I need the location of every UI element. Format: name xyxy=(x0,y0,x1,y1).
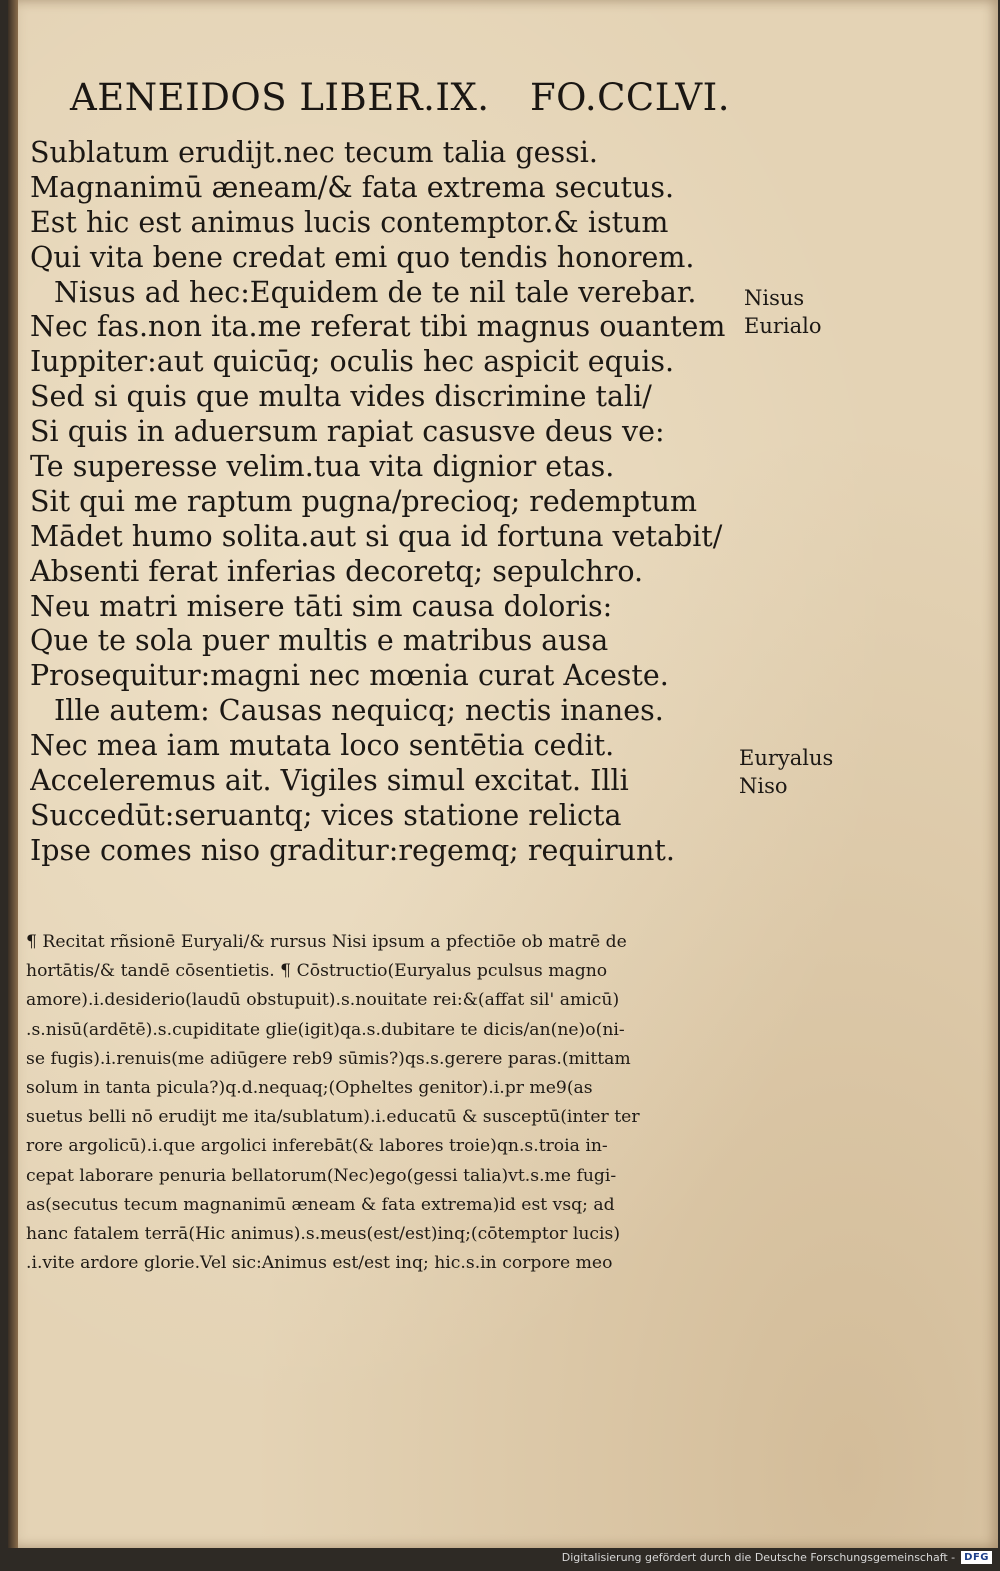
verse-line: Magnanimū æneam/& fata extrema secutus. xyxy=(30,170,675,204)
running-header xyxy=(70,76,730,128)
digitization-credit xyxy=(562,1548,992,1566)
verse-line: Sed si quis que multa vides discrimine tali/ xyxy=(30,380,652,414)
book-page xyxy=(8,0,998,1548)
verse-line: Ipse comes niso graditur:regemq; requirunt. xyxy=(30,833,675,867)
commentary-line: hanc fatalem terrā(Hic animus).s.meus(est/est)inq;(cōtemptor lucis) xyxy=(26,1223,621,1244)
marginal-line: Euryalus xyxy=(739,746,834,770)
commentary-line: .s.nisū(ardētē).s.cupiditate glie(igit)qa.s.dubitare te dicis/an(ne)o(ni- xyxy=(26,1019,625,1040)
verse-line: Nisus ad hec:Equidem de te nil tale verebar. xyxy=(54,275,697,309)
marginal-line: Nisus xyxy=(744,286,805,310)
verse-line: Qui vita bene credat emi quo tendis honorem. xyxy=(30,240,695,274)
commentary-line: hortātis/& tandē cōsentietis. ¶ Cōstructio(Euryalus pculsus magno xyxy=(26,961,608,982)
verse-line: Iuppiter:aut quicūq; oculis hec aspicit equis. xyxy=(30,345,675,379)
verse-line: Sit qui me raptum pugna/precioq; redemptum xyxy=(30,484,697,518)
verse-line: Si quis in aduersum rapiat casusve deus ve: xyxy=(30,415,665,449)
marginal-line: Eurialo xyxy=(744,314,822,338)
verse-line: Est hic est animus lucis contemptor.& istum xyxy=(30,205,669,239)
verse-line: Neu matri misere tāti sim causa doloris: xyxy=(30,589,613,623)
verse-line: Acceleremus ait. Vigiles simul excitat. Illi xyxy=(30,764,629,798)
commentary-line: solum in tanta picula?)q.d.nequaq;(Opheltes genitor).i.pr me9(as xyxy=(26,1077,593,1098)
verse-block xyxy=(30,136,730,869)
verse-line: Sublatum erudijt.nec tecum talia gessi. xyxy=(30,136,598,169)
verse-line: Ille autem: Causas nequicq; nectis inanes. xyxy=(54,694,664,728)
folio-number: FO.CCLVI. xyxy=(530,76,730,119)
verse-line: Absenti ferat inferias decoretq; sepulchro. xyxy=(30,554,644,588)
commentary-line: .i.vite ardore glorie.Vel sic:Animus est/est inq; hic.s.in corpore meo xyxy=(26,1253,613,1274)
page-spine-shadow xyxy=(8,0,18,1548)
marginal-line: Niso xyxy=(739,774,788,798)
commentary-line: se fugis).i.renuis(me adiūgere reb9 sūmis?)qs.s.gerere paras.(mittam xyxy=(26,1048,631,1069)
dfg-logo-icon[interactable]: DFG xyxy=(961,1551,992,1564)
marginal-note-speakers xyxy=(744,284,822,340)
verse-line: Prosequitur:magni nec mœnia curat Aceste. xyxy=(30,659,669,693)
verse-line: Que te sola puer multis e matribus ausa xyxy=(30,624,609,658)
credit-text: Digitalisierung gefördert durch die Deutsche Forschungsgemeinschaft - xyxy=(561,1550,956,1564)
verse-line: Mādet humo solita.aut si qua id fortuna vetabit/ xyxy=(30,519,723,553)
commentary-line: suetus belli nō erudijt me ita/sublatum).i.educatū & susceptū(inter ter xyxy=(26,1107,640,1128)
book-title: AENEIDOS LIBER.IX. xyxy=(70,76,490,119)
verse-line: Nec fas.non ita.me referat tibi magnus ouantem xyxy=(30,310,726,344)
verse-line: Nec mea iam mutata loco sentētia cedit. xyxy=(30,729,615,763)
commentary-block xyxy=(26,928,746,1278)
verse-line: Te superesse velim.tua vita dignior etas. xyxy=(30,450,615,484)
verse-line: Succedūt:seruantq; vices statione relicta xyxy=(30,798,622,832)
commentary-line: cepat laborare penuria bellatorum(Nec)ego(gessi talia)vt.s.me fugi- xyxy=(26,1165,617,1186)
commentary-line: rore argolicū).i.que argolici inferebāt(& labores troie)qn.s.troia in- xyxy=(26,1136,608,1157)
commentary-line: amore).i.desiderio(laudū obstupuit).s.nouitate rei:&(affat sil' amicū) xyxy=(26,990,620,1011)
commentary-line: as(secutus tecum magnanimū æneam & fata extrema)id est vsq; ad xyxy=(26,1194,615,1215)
marginal-note-speakers xyxy=(739,744,833,800)
commentary-line: ¶ Recitat rñsionē Euryali/& rursus Nisi ipsum a pfectiōe ob matrē de xyxy=(26,932,627,952)
